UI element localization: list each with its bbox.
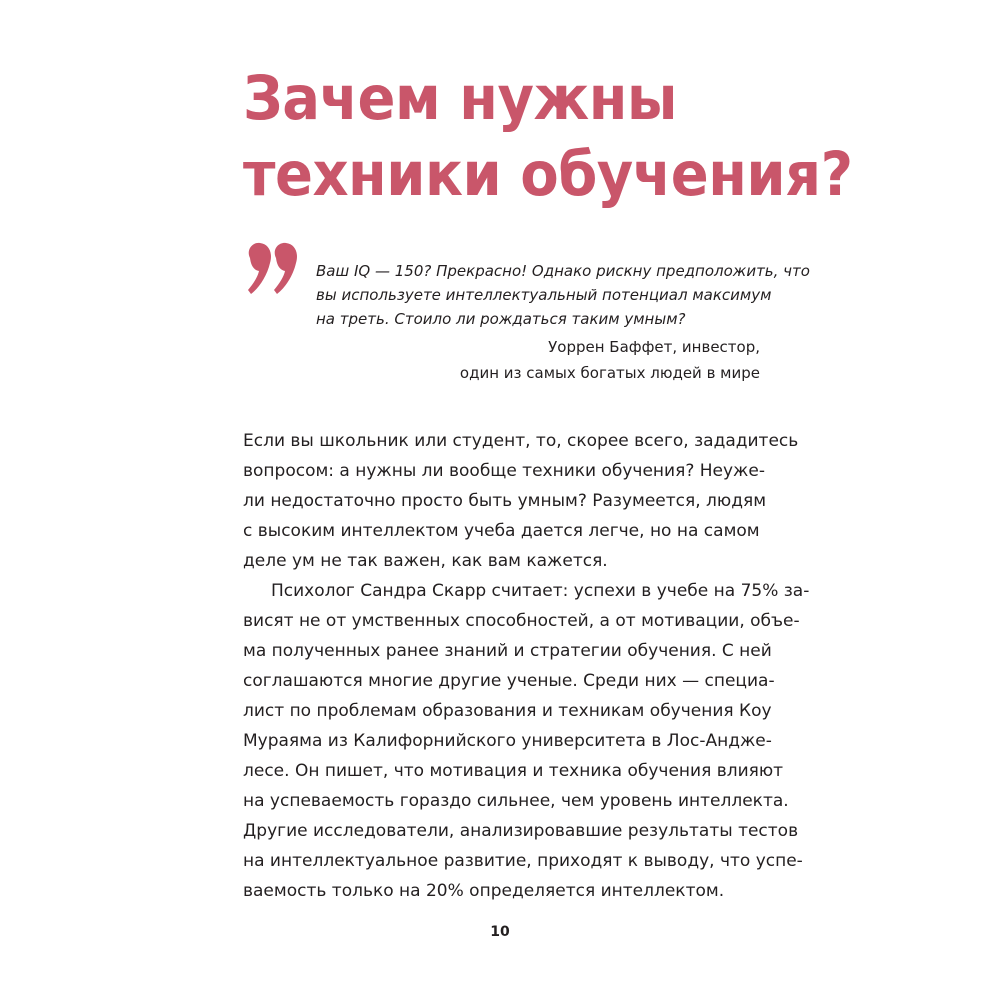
body-line: соглашаются многие другие ученые. Среди них — специа- — [243, 671, 775, 691]
body-text — [243, 426, 810, 906]
author-description: один из самых богатых людей в мире — [459, 364, 760, 382]
body-line: лесе. Он пишет, что мотивация и техника обучения влияют — [243, 761, 784, 781]
body-line: ваемость только на 20% определяется интеллектом. — [243, 881, 725, 901]
body-line: ма полученных ранее знаний и стратегии обучения. С ней — [243, 641, 772, 661]
body-line: деле ум не так важен, как вам кажется. — [243, 551, 608, 571]
quote-line: Ваш IQ — 150? Прекрасно! Однако рискну предположить, что — [316, 262, 810, 280]
quote-icon — [244, 236, 304, 316]
page-number: 10 — [490, 924, 510, 940]
quote-line: вы используете интеллектуальный потенциал максимум — [316, 286, 772, 304]
epigraph-author — [420, 334, 760, 386]
epigraph-quote — [316, 259, 810, 331]
body-line: на успеваемость гораздо сильнее, чем уровень интеллекта. — [243, 791, 789, 811]
body-line: на интеллектуальное развитие, приходят к выводу, что успе- — [243, 851, 803, 871]
author-name: Уоррен Баффет, инвестор, — [548, 338, 760, 356]
chapter-title-line-2: техники обучения? — [243, 139, 853, 210]
body-line: вопросом: а нужны ли вообще техники обучения? Неуже- — [243, 461, 765, 481]
body-line: ли недостаточно просто быть умным? Разумеется, людям — [243, 491, 767, 511]
quote-line: на треть. Стоило ли рождаться таким умным? — [316, 310, 686, 328]
body-line: с высоким интеллектом учеба дается легче, но на самом — [243, 521, 760, 541]
body-line: лист по проблемам образования и техникам обучения Коу — [243, 701, 772, 721]
body-line: Другие исследователи, анализировавшие результаты тестов — [243, 821, 799, 841]
body-line: висят не от умственных способностей, а от мотивации, объе- — [243, 611, 800, 631]
body-line: Если вы школьник или студент, то, скорее всего, зададитесь — [243, 431, 799, 451]
chapter-title-line-1: Зачем нужны — [243, 64, 678, 135]
chapter-title — [243, 62, 853, 213]
body-line: Психолог Сандра Скарр считает: успехи в учебе на 75% за- — [271, 581, 810, 601]
body-line: Мураяма из Калифорнийского университета в Лос-Андже- — [243, 731, 772, 751]
